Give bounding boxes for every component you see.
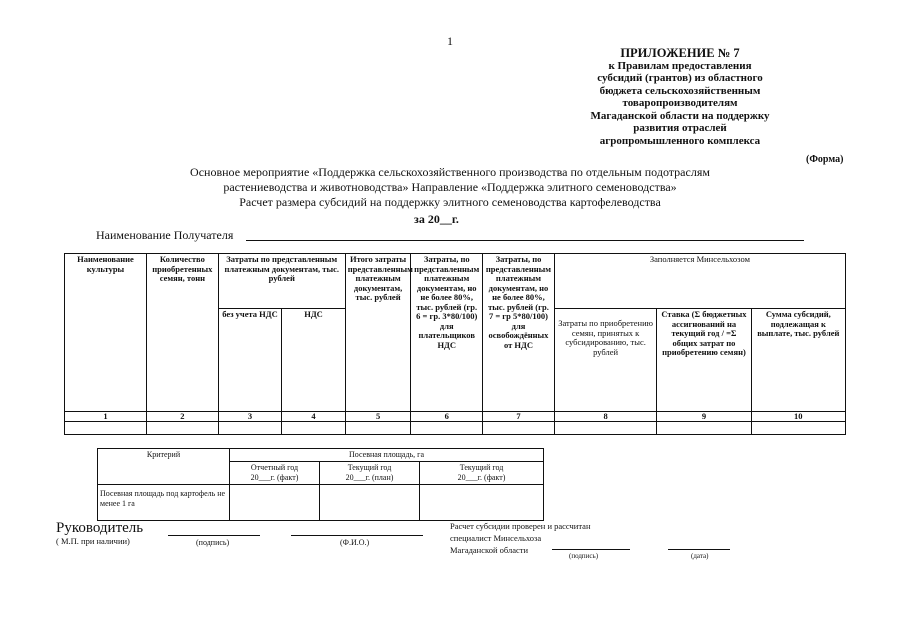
header-costs-80-vat: Затраты, по представленным платежным документам, но не более 80%, тыс. рублей (гр. 6 = гр. 3*80/100) для плательщиков НДС [411, 254, 483, 412]
table-cell[interactable] [554, 422, 656, 435]
appendix-block [560, 47, 800, 147]
table-row [65, 422, 846, 435]
criteria-report-year-label: Отчетный год [250, 463, 299, 472]
heading-line: Основное мероприятие «Поддержка сельскохозяйственного производства по отдельным подотраслям [190, 165, 710, 179]
header-rate: Ставка (Σ бюджетных ассигнований на текущий год / =Σ общих затрат по приобретению семян) [657, 309, 751, 412]
table-cell[interactable] [218, 422, 282, 435]
fio-label: (Ф.И.О.) [340, 538, 370, 547]
stamp-note: ( М.П. при наличии) [56, 536, 130, 546]
criteria-header-report-year [230, 462, 320, 485]
heading-line: растениеводства и животноводства» Направление «Поддержка элитного семеноводства» [223, 180, 677, 194]
head-title: Руководитель [56, 520, 144, 536]
column-number: 1 [65, 412, 147, 422]
fio-line[interactable] [291, 535, 423, 536]
table-cell[interactable] [411, 422, 483, 435]
criteria-header-criterion: Критерий [98, 449, 230, 485]
criteria-current-year-label: Текущий год [347, 463, 392, 472]
table-cell[interactable] [751, 422, 845, 435]
heading-line: Расчет размера субсидий на поддержку элитного семеноводства картофелеводства [239, 195, 661, 209]
header-costs-80-exempt: Затраты, по представленным платежным документам, но не более 80%, тыс. рублей (гр. 7 = гр 5*80/100) для освобождённых от НДС [483, 254, 555, 412]
header-vat: НДС [282, 309, 346, 412]
criteria-header-current-year-plan [320, 462, 420, 485]
appendix-line: Магаданской области на поддержку [590, 109, 770, 122]
form-label: (Форма) [806, 154, 844, 165]
column-number: 8 [554, 412, 656, 422]
header-quantity: Количество приобретенных семян, тонн [146, 254, 218, 412]
criteria-cell[interactable] [320, 485, 420, 521]
column-number: 6 [411, 412, 483, 422]
criteria-row-label: Посевная площадь под картофель не менее 1 га [98, 485, 230, 521]
appendix-line: агропромышленного комплекса [599, 134, 761, 147]
criteria-report-year-value: 20___г. (факт) [250, 473, 299, 482]
criteria-header-current-year-fact [420, 462, 544, 485]
column-numbers-row [65, 412, 846, 422]
criteria-cell[interactable] [420, 485, 544, 521]
header-costs-no-vat: без учета НДС [218, 309, 282, 412]
criteria-current-year-plan-value: 20___г. (план) [345, 473, 394, 482]
criteria-current-year-label: Текущий год [459, 463, 504, 472]
appendix-title: ПРИЛОЖЕНИЕ № 7 [620, 46, 740, 60]
header-accepted: Затраты по приобретению семян, принятых к субсидированию, тыс. рублей [554, 309, 656, 412]
specialist-signature-label: (подпись) [569, 552, 599, 560]
signature-label: (подпись) [196, 538, 230, 547]
criteria-cell[interactable] [230, 485, 320, 521]
page-number: 1 [447, 34, 453, 48]
criteria-current-year-fact-value: 20___г. (факт) [457, 473, 506, 482]
verification-block [450, 520, 591, 556]
signature-line[interactable] [168, 535, 260, 536]
table-cell[interactable] [282, 422, 346, 435]
appendix-line: к Правилам предоставления [608, 59, 752, 72]
table-cell[interactable] [483, 422, 555, 435]
recipient-label: Наименование Получателя [96, 228, 234, 242]
header-culture: Наименование культуры [65, 254, 147, 412]
header-total: Итого затраты представленным платежным документам, тыс. рублей [345, 254, 411, 412]
document-heading [150, 165, 750, 210]
table-cell[interactable] [146, 422, 218, 435]
column-number: 2 [146, 412, 218, 422]
year-line: за 20__г. [414, 212, 459, 226]
header-costs-group: Затраты по представленным платежным документам, тыс. рублей [218, 254, 345, 309]
calculation-table [64, 253, 846, 435]
column-number: 4 [282, 412, 346, 422]
column-number: 3 [218, 412, 282, 422]
criteria-table [97, 448, 544, 521]
date-label: (дата) [691, 552, 709, 560]
appendix-line: бюджета сельскохозяйственным [599, 84, 761, 97]
criteria-header-area: Посевная площадь, га [230, 449, 544, 462]
header-ministry-group: Заполняется Минсельхозом [554, 254, 845, 309]
column-number: 5 [345, 412, 411, 422]
column-number: 9 [657, 412, 751, 422]
table-cell[interactable] [657, 422, 751, 435]
recipient-field-line[interactable] [246, 240, 804, 241]
column-number: 7 [483, 412, 555, 422]
appendix-line: товаропроизводителям [622, 97, 738, 109]
header-sum: Сумма субсидий, подлежащая к выплате, тыс. рублей [751, 309, 845, 412]
verification-line: Магаданской области [450, 545, 529, 555]
date-line[interactable] [668, 549, 730, 550]
appendix-line: развития отраслей [633, 122, 727, 134]
appendix-line: субсидий (грантов) из областного [597, 72, 763, 84]
table-cell[interactable] [345, 422, 411, 435]
column-number: 10 [751, 412, 845, 422]
specialist-signature-line[interactable] [552, 549, 630, 550]
verification-line: специалист Минсельхоза [450, 533, 542, 543]
table-cell[interactable] [65, 422, 147, 435]
verification-line: Расчет субсидии проверен и рассчитан [450, 521, 591, 531]
